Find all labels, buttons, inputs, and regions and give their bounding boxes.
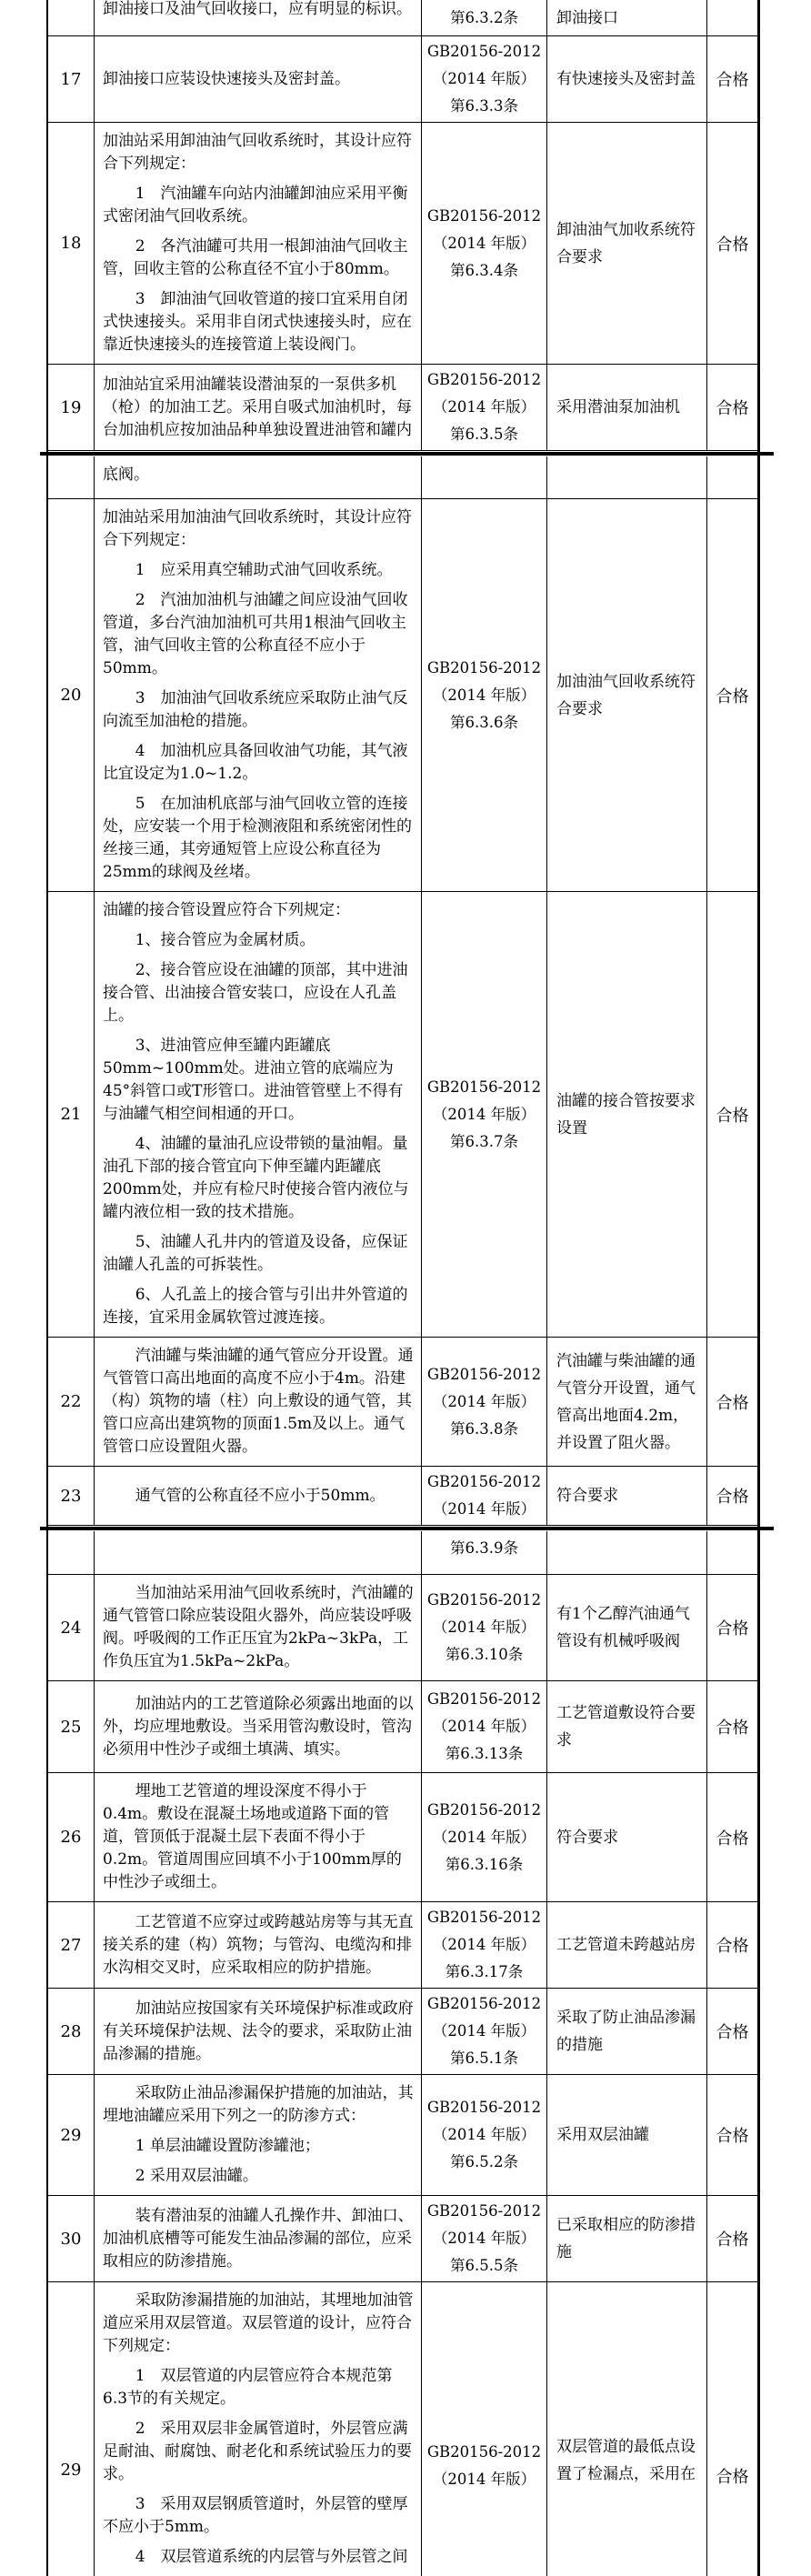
result-badge: 合格 xyxy=(716,2127,749,2146)
result-cell xyxy=(707,365,757,450)
standard-cell xyxy=(422,1773,547,1901)
row-number-cell xyxy=(48,1989,95,2074)
description-paragraph: 埋地工艺管道的埋设深度不得小于0.4m。敷设在混凝土场地或道路下面的管道，管顶低于混凝土层下表面不得小于0.2m。管道周围应回填不小于100mm厚的中性沙子或细土。 xyxy=(103,1782,402,1891)
result-cell xyxy=(707,36,757,122)
row-number: 29 xyxy=(60,2125,82,2145)
description-paragraph: 2 采用双层非金属管道时，外层管应满足耐油、耐腐蚀、耐老化和系统试验压力的要求。 xyxy=(103,2420,412,2483)
table-row xyxy=(48,1531,757,1575)
description-cell xyxy=(95,365,422,450)
result-badge: 合格 xyxy=(716,2468,749,2487)
result-cell xyxy=(707,0,757,35)
standard-cell xyxy=(422,2196,547,2281)
standard-cell xyxy=(422,1989,547,2074)
standard-ref-line: （2014 年版） xyxy=(432,1105,536,1123)
result-badge: 合格 xyxy=(716,1106,749,1126)
row-number: 17 xyxy=(60,69,82,89)
finding-text: 已采取相应的防渗措施 xyxy=(556,2216,696,2261)
description-paragraph: 1 单层油罐设置防渗罐池； xyxy=(135,2137,320,2155)
finding-cell xyxy=(547,892,707,1337)
standard-ref-line: GB20156-2012 xyxy=(426,2443,542,2461)
finding-cell xyxy=(547,1531,707,1574)
result-cell xyxy=(707,2075,757,2195)
description-paragraph: 5、油罐人孔井内的管道及设备，应保证油罐人孔盖的可拆装性。 xyxy=(103,1233,408,1274)
description-paragraph: 2 汽油加油机与油罐之间应设油气回收管道，多台汽油加油机可共用1根油气回收主管，油气回收主管的公称直径不应小于50mm。 xyxy=(103,591,408,677)
page-break-divider xyxy=(40,452,774,456)
standard-ref-line: （2014 年版） xyxy=(432,2126,536,2143)
finding-text: 有快速接头及密封盖 xyxy=(556,70,696,88)
result-cell xyxy=(707,1467,757,1525)
finding-cell xyxy=(547,1338,707,1466)
result-badge: 合格 xyxy=(716,1393,749,1413)
standard-cell xyxy=(422,1338,547,1466)
table-row xyxy=(48,1338,757,1467)
table-row xyxy=(48,1467,757,1526)
standard-ref-line: （2014 年版） xyxy=(432,234,536,252)
standard-cell xyxy=(422,1681,547,1772)
finding-cell xyxy=(547,456,707,498)
standard-cell xyxy=(422,892,547,1337)
standard-ref-line: 第6.3.5条 xyxy=(450,426,518,443)
row-number: 26 xyxy=(60,1828,82,1847)
description-cell xyxy=(95,1989,422,2074)
standard-ref-line: （2014 年版） xyxy=(432,2471,536,2488)
description-paragraph: 加油站宜采用油罐装设潜油泵的一泵供多机（枪）的加油工艺。采用自吸式加油机时，每台加油机应按加油品种单独设置进油管和罐内 xyxy=(103,375,412,439)
result-cell xyxy=(707,1531,757,1574)
description-cell xyxy=(95,0,422,35)
description-paragraph: 装有潜油泵的油罐人孔操作井、卸油口、加油机底槽等可能发生油品渗漏的部位，应采取相应的防渗措施。 xyxy=(103,2206,414,2270)
row-number: 29 xyxy=(60,2461,82,2480)
standard-ref-line: GB20156-2012 xyxy=(426,1365,542,1383)
table-row xyxy=(48,1989,757,2075)
row-number-cell xyxy=(48,1531,95,1574)
description-cell xyxy=(95,499,422,891)
row-number: 24 xyxy=(60,1618,82,1638)
standard-cell xyxy=(422,499,547,891)
table-row xyxy=(48,0,757,36)
row-number-cell xyxy=(48,1467,95,1525)
description-cell xyxy=(95,1467,422,1525)
standard-ref-line: （2014 年版） xyxy=(432,1828,536,1846)
standard-ref-line: （2014 年版） xyxy=(432,1619,536,1636)
table-row xyxy=(48,123,757,365)
result-badge: 合格 xyxy=(716,399,749,418)
result-badge: 合格 xyxy=(716,235,749,255)
standard-ref-line: GB20156-2012 xyxy=(426,1909,542,1926)
row-number-cell xyxy=(48,2196,95,2281)
finding-text: 采用潜油泵加油机 xyxy=(556,398,680,416)
standard-ref-line: 第6.5.5条 xyxy=(450,2257,518,2274)
standard-ref-line: 第6.3.8条 xyxy=(450,1419,518,1438)
description-paragraph: 通气管的公称直径不应小于50mm。 xyxy=(135,1486,385,1505)
standard-cell xyxy=(422,0,547,35)
description-cell xyxy=(95,1575,422,1680)
description-cell xyxy=(95,36,422,122)
standard-ref-line: 第6.3.7条 xyxy=(450,1132,518,1150)
row-number: 30 xyxy=(60,2229,82,2249)
standard-ref-line: （2014 年版） xyxy=(432,70,536,87)
standard-cell xyxy=(422,1531,547,1574)
finding-text: 工艺管道未跨越站房 xyxy=(556,1936,696,1954)
compliance-table xyxy=(46,0,760,2576)
standard-ref-line: GB20156-2012 xyxy=(426,371,542,388)
row-number: 23 xyxy=(60,1486,82,1506)
standard-cell xyxy=(422,1467,547,1525)
finding-cell xyxy=(547,499,707,891)
description-paragraph: 2、接合管应设在油罐的顶部，其中进油接合管、出油接合管安装口，应设在人孔盖上。 xyxy=(103,961,408,1025)
description-paragraph: 3 加油油气回收系统应采取防止油气反向流至加油枪的措施。 xyxy=(103,689,408,730)
finding-text: 工艺管道敷设符合要求 xyxy=(556,1704,696,1749)
description-paragraph: 当加油站采用油气回收系统时，汽油罐的通气管管口除应装设阻火器外，尚应装设呼吸阀。呼吸阀的工作正压宜为2kPa~3kPa，工作负压宜为1.5kPa~2kPa。 xyxy=(103,1584,414,1670)
description-paragraph: 5 在加油机底部与油气回收立管的连接处，应安装一个用于检测液阻和系统密闭性的丝接三通，其旁通短管上应设公称直径为25mm的球阀及丝堵。 xyxy=(103,795,412,881)
row-number-cell xyxy=(48,499,95,891)
description-paragraph: 加油站采用卸油油气回收系统时，其设计应符合下列规定： xyxy=(103,132,412,173)
standard-ref-line: （2014 年版） xyxy=(432,2230,536,2247)
table-row xyxy=(48,1575,757,1681)
row-number-cell xyxy=(48,2282,95,2576)
finding-cell xyxy=(547,1575,707,1680)
result-cell xyxy=(707,123,757,364)
finding-text: 采取了防止油品渗漏的措施 xyxy=(556,2009,696,2054)
description-cell xyxy=(95,2075,422,2195)
description-paragraph: 卸油接口应装设快速接头及密封盖。 xyxy=(103,69,350,88)
description-cell xyxy=(95,892,422,1337)
description-cell xyxy=(95,1531,422,1574)
finding-cell xyxy=(547,2282,707,2576)
description-paragraph: 1、接合管应为金属材质。 xyxy=(135,931,315,949)
standard-ref-line: GB20156-2012 xyxy=(426,206,542,225)
result-cell xyxy=(707,1338,757,1466)
description-cell xyxy=(95,1338,422,1466)
standard-ref-line: 第6.3.17条 xyxy=(445,1963,524,1980)
finding-text: 汽油罐与柴油罐的通气管分开设置，通气管高出地面4.2m，并设置了阻火器。 xyxy=(556,1351,696,1452)
description-cell xyxy=(95,1773,422,1901)
standard-ref-line: （2014 年版） xyxy=(432,1392,536,1410)
row-number: 21 xyxy=(60,1105,82,1124)
row-number: 22 xyxy=(60,1392,82,1411)
standard-ref-line: GB20156-2012 xyxy=(426,2202,542,2220)
standard-ref-line: （2014 年版） xyxy=(432,2022,536,2040)
result-cell xyxy=(707,1902,757,1988)
description-paragraph: 3 采用双层钢质管道时，外层管的壁厚不应小于5mm。 xyxy=(103,2495,408,2536)
standard-cell xyxy=(422,365,547,450)
row-number-cell xyxy=(48,1681,95,1772)
standard-ref-line: GB20156-2012 xyxy=(426,2099,542,2116)
finding-text: 卸油接口 xyxy=(556,9,618,27)
table-row xyxy=(48,36,757,123)
finding-text: 符合要求 xyxy=(556,1487,618,1505)
table-row xyxy=(48,1902,757,1989)
row-number-cell xyxy=(48,1575,95,1680)
result-badge: 合格 xyxy=(716,1719,749,1738)
result-cell xyxy=(707,1989,757,2074)
finding-text: 双层管道的最低点设置了检漏点，采用在 xyxy=(556,2438,696,2483)
standard-ref-line: 第6.3.10条 xyxy=(445,1646,524,1663)
standard-ref-line: GB20156-2012 xyxy=(426,1995,542,2012)
description-paragraph: 2 采用双层油罐。 xyxy=(135,2167,258,2185)
row-number-cell xyxy=(48,892,95,1337)
standard-ref-line: 第6.3.2条 xyxy=(450,9,518,26)
standard-cell xyxy=(422,1575,547,1680)
row-number: 27 xyxy=(60,1935,82,1955)
table-row xyxy=(48,456,757,499)
description-paragraph: 油罐的接合管设置应符合下列规定： xyxy=(103,901,350,919)
finding-cell xyxy=(547,2196,707,2281)
row-number-cell xyxy=(48,0,95,35)
row-number: 19 xyxy=(60,397,82,417)
finding-cell xyxy=(547,0,707,35)
description-paragraph: 工艺管道不应穿过或跨越站房等与其无直接关系的建（构）筑物；与管沟、电缆沟和排水沟相交叉时，应采取相应的防护措施。 xyxy=(103,1912,414,1977)
description-cell xyxy=(95,1681,422,1772)
description-paragraph: 加油站采用加油油气回收系统时，其设计应符合下列规定： xyxy=(103,508,412,549)
finding-cell xyxy=(547,1681,707,1772)
standard-ref-line: 第6.3.6条 xyxy=(450,713,518,731)
standard-ref-line: （2014 年版） xyxy=(432,686,536,704)
standard-ref-line: 第6.3.3条 xyxy=(450,97,518,115)
result-badge: 合格 xyxy=(716,1937,749,1956)
table-row xyxy=(48,1773,757,1902)
result-cell xyxy=(707,1681,757,1772)
description-paragraph: 加油站内的工艺管道除必须露出地面的以外，均应埋地敷设。当采用管沟敷设时，管沟必须用中性沙子或细土填满、填实。 xyxy=(103,1694,414,1759)
finding-text: 有1个乙醇汽油通气管设有机械呼吸阀 xyxy=(556,1605,690,1650)
description-cell xyxy=(95,1902,422,1988)
result-badge: 合格 xyxy=(716,687,749,707)
row-number-cell xyxy=(48,1338,95,1466)
standard-cell xyxy=(422,2075,547,2195)
finding-cell xyxy=(547,123,707,364)
result-cell xyxy=(707,1773,757,1901)
standard-cell xyxy=(422,1902,547,1988)
description-paragraph: 2 各汽油罐可共用一根卸油油气回收主管，回收主管的公称直径不宜小于80mm。 xyxy=(103,237,408,278)
row-number: 28 xyxy=(60,2021,82,2041)
standard-ref-line: 第6.3.13条 xyxy=(445,1745,524,1762)
finding-cell xyxy=(547,1773,707,1901)
row-number: 18 xyxy=(60,234,82,253)
description-paragraph: 1 双层管道的内层管应符合本规范第6.3节的有关规定。 xyxy=(103,2367,393,2408)
description-paragraph: 卸油接口及油气回收接口，应有明显的标识。 xyxy=(103,0,412,18)
row-number: 25 xyxy=(60,1717,82,1737)
result-badge: 合格 xyxy=(716,2023,749,2042)
finding-text: 采用双层油罐 xyxy=(556,2126,649,2144)
finding-text: 加油油气回收系统符合要求 xyxy=(556,672,696,718)
finding-cell xyxy=(547,365,707,450)
finding-cell xyxy=(547,2075,707,2195)
standard-ref-line: （2014 年版） xyxy=(432,398,536,416)
result-badge: 合格 xyxy=(716,1488,749,1507)
standard-ref-line: （2014 年版） xyxy=(432,1718,536,1735)
description-paragraph: 汽油罐与柴油罐的通气管应分开设置。通气管管口高出地面的高度不应小于4m。沿建（构）筑物的墙（柱）向上敷设的通气管，其管口应高出建筑物的顶面1.5m及以上。通气管管口应设置阻火器。 xyxy=(103,1347,414,1456)
standard-ref-line: 第6.5.1条 xyxy=(450,2050,518,2067)
finding-text: 卸油油气加收系统符合要求 xyxy=(556,220,696,266)
table-row xyxy=(48,2196,757,2282)
description-paragraph: 加油站应按国家有关环境保护标准或政府有关环境保护法规、法令的要求，采取防止油品渗漏的措施。 xyxy=(103,1999,414,2063)
table-row xyxy=(48,2075,757,2196)
description-paragraph: 4 加油机应具备回收油气功能，其气液比宜设定为1.0~1.2。 xyxy=(103,742,408,783)
standard-ref-line: GB20156-2012 xyxy=(426,1078,542,1096)
standard-cell xyxy=(422,456,547,498)
standard-ref-line: （2014 年版） xyxy=(432,1936,536,1953)
row-number-cell xyxy=(48,1773,95,1901)
result-cell xyxy=(707,456,757,498)
row-number-cell xyxy=(48,36,95,122)
finding-cell xyxy=(547,1902,707,1988)
description-cell xyxy=(95,2282,422,2576)
row-number-cell xyxy=(48,2075,95,2195)
finding-text: 油罐的接合管按要求设置 xyxy=(556,1091,696,1138)
row-number-cell xyxy=(48,123,95,364)
finding-text: 符合要求 xyxy=(556,1828,618,1847)
result-cell xyxy=(707,892,757,1337)
result-cell xyxy=(707,1575,757,1680)
row-number-cell xyxy=(48,1902,95,1988)
description-cell xyxy=(95,123,422,364)
table-row xyxy=(48,2282,757,2576)
description-paragraph: 1 应采用真空辅助式油气回收系统。 xyxy=(135,561,393,579)
result-badge: 合格 xyxy=(716,1829,749,1849)
description-paragraph: 6、人孔盖上的接合管与引出井外管道的连接，宜采用金属软管过渡连接。 xyxy=(103,1286,408,1327)
row-number-cell xyxy=(48,456,95,498)
description-paragraph: 1 汽油罐车向站内油罐卸油应采用平衡式密闭油气回收系统。 xyxy=(103,185,408,226)
description-paragraph: 4 双层管道系统的内层管与外层管之间 xyxy=(135,2548,408,2566)
result-cell xyxy=(707,499,757,891)
standard-ref-line: GB20156-2012 xyxy=(426,1591,542,1609)
standard-ref-line: 第6.5.2条 xyxy=(450,2153,518,2170)
standard-ref-line: 第6.3.16条 xyxy=(445,1855,524,1873)
standard-ref-line: GB20156-2012 xyxy=(426,1690,542,1708)
description-paragraph: 采取防止油品渗漏保护措施的加油站，其埋地油罐应采用下列之一的防渗方式： xyxy=(103,2084,414,2125)
description-paragraph: 4、油罐的量油孔应设带锁的量油帽。量油孔下部的接合管宜向下伸至罐内距罐底200mm处，并应有检尺时使接合管内液位与罐内液位相一致的技术措施。 xyxy=(103,1135,409,1221)
finding-cell xyxy=(547,1989,707,2074)
standard-cell xyxy=(422,2282,547,2576)
description-cell xyxy=(95,456,422,498)
standard-ref-line: 第6.3.9条 xyxy=(450,1539,518,1557)
result-badge: 合格 xyxy=(716,2230,749,2250)
description-paragraph: 3、进油管应伸至罐内距罐底50mm~100mm处。进油立管的底端应为45°斜管口或T形管口。进油管管壁上不得有与油罐气相空间相通的开口。 xyxy=(103,1037,404,1123)
row-number: 20 xyxy=(60,686,82,705)
finding-cell xyxy=(547,1467,707,1525)
finding-cell xyxy=(547,36,707,122)
standard-cell xyxy=(422,123,547,364)
standard-ref-line: GB20156-2012 xyxy=(426,1473,542,1490)
result-cell xyxy=(707,2196,757,2281)
result-badge: 合格 xyxy=(716,1619,749,1639)
table-row xyxy=(48,1681,757,1773)
table-row xyxy=(48,365,757,451)
description-paragraph: 3 卸油油气回收管道的接口宜采用自闭式快速接头。采用非自闭式快速接头时，应在靠近快速接头的连接管道上装设阀门。 xyxy=(103,290,412,354)
standard-ref-line: GB20156-2012 xyxy=(426,43,542,60)
standard-ref-line: （2014 年版） xyxy=(432,1500,536,1518)
description-cell xyxy=(95,2196,422,2281)
standard-ref-line: GB20156-2012 xyxy=(426,658,542,677)
description-paragraph: 采取防渗漏措施的加油站，其埋地加油管道应采用双层管道。双层管道的设计，应符合下列规定： xyxy=(103,2291,414,2355)
description-paragraph: 底阀。 xyxy=(103,466,149,484)
standard-ref-line: 第6.3.4条 xyxy=(450,261,518,279)
page-break-divider xyxy=(40,1527,774,1530)
table-row xyxy=(48,892,757,1338)
standard-cell xyxy=(422,36,547,122)
result-cell xyxy=(707,2282,757,2576)
standard-ref-line: GB20156-2012 xyxy=(426,1800,542,1819)
table-row xyxy=(48,499,757,892)
row-number-cell xyxy=(48,365,95,450)
result-badge: 合格 xyxy=(716,71,749,90)
